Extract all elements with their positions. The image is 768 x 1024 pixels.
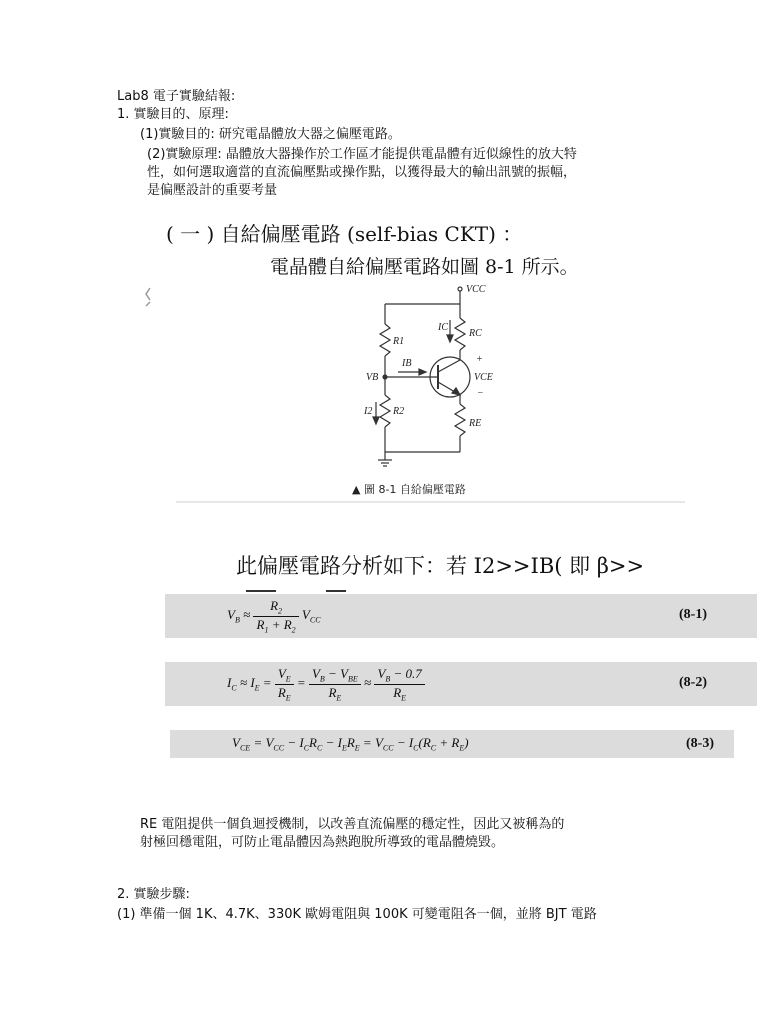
circuit-diagram [140,280,700,510]
section1-heading: 1. 實驗目的、原理: [117,107,229,122]
equation-8-3-box [170,730,734,758]
equation-8-2: $I_C \approx I_E$ = $\frac{V_E}{R_E}$ = $\frac{V_B - V_{BE}}{R_E}$ ≈ $\frac{V_B - 0.7}{R_E}$ [227,666,425,702]
equation-8-2-box [165,662,757,706]
edge-mark-1 [146,288,150,300]
cutoff-glyph-1 [246,586,276,592]
label-ib: IB [402,358,412,369]
principle-text: 晶體放大器操作於工作區才能提供電晶體有近似線性的放大特 [221,147,577,162]
equation-8-1-number: (8-1) [679,607,707,622]
purpose-label: (1)實驗目的: [140,127,215,142]
rc-resistor [455,318,465,350]
purpose-line [140,126,401,143]
principle-line3: 是偏壓設計的重要考量 [147,183,278,198]
principle-label: (2)實驗原理: [147,147,222,162]
principle-line1 [147,146,577,163]
label-r2: R2 [393,406,405,417]
section2-heading: 2. 實驗步驟: [117,887,190,902]
note-line1: RE 電阻提供一個負迴授機制，以改善直流偏壓的穩定性，因此又被稱為的 [140,817,565,832]
cutoff-glyph-2 [326,586,346,592]
label-minus: − [477,388,484,399]
equation-8-2-number: (8-2) [679,675,707,690]
ib-arrow-head [419,369,426,375]
edge-mark-2 [146,302,150,306]
equation-8-1: $V_B$ ≈ $\frac{R_2}{R_1 + R_2}$ $V_{CC}$ [227,598,321,635]
r1-resistor [380,324,390,356]
label-vce: VCE [474,372,493,383]
label-re: RE [469,418,482,429]
label-rc: RC [469,328,482,339]
analysis-heading: 此偏壓電路分析如下：若 I2>>IB( 即 β>> [236,554,645,578]
re-resistor [455,404,465,436]
transistor-collector [438,360,460,372]
label-ic: IC [438,322,448,333]
r2-resistor [380,395,390,427]
label-vb: VB [366,372,379,383]
figure-caption: ▲ 圖 8-1 自給偏壓電路 [352,483,466,496]
analysis-heading-cutoff [236,586,376,594]
i2-arrow-head [373,417,379,424]
label-i2: I2 [364,406,373,417]
ic-arrow-head [447,335,453,342]
equation-8-3: $V_{CE} = V_{CC} - I_CR_C - I_ER_E = V_{CC} - I_C(R_C + R_E)$ [232,735,469,753]
document-title: Lab8 電子實驗結報: [117,89,236,104]
figure-heading: ( 一 ) 自給偏壓電路 (self-bias CKT) ： [166,222,523,246]
equation-8-3-number: (8-3) [686,736,714,751]
emitter-arrow [452,388,460,395]
equation-8-1-box [165,594,757,638]
vcc-terminal [458,287,462,291]
label-vcc: VCC [466,284,486,295]
left-edge-marks [146,288,150,306]
label-plus: + [476,354,483,365]
figure-subheading: 電晶體自給偏壓電路如圖 8-1 所示。 [270,256,579,278]
note-line2: 射極回穩電阻，可防止電晶體因為熱跑脫所導致的電晶體燒毀。 [140,835,505,850]
label-r1: R1 [393,336,405,347]
step1-text: (1) 準備一個 1K、4.7K、330K 歐姆電阻與 100K 可變電阻各一個，並將 BJT 電路 [117,907,597,922]
purpose-text: 研究電晶體放大器之偏壓電路。 [214,127,401,142]
principle-line2: 性，如何選取適當的直流偏壓點或操作點，以獲得最大的輸出訊號的振幅， [147,165,577,180]
